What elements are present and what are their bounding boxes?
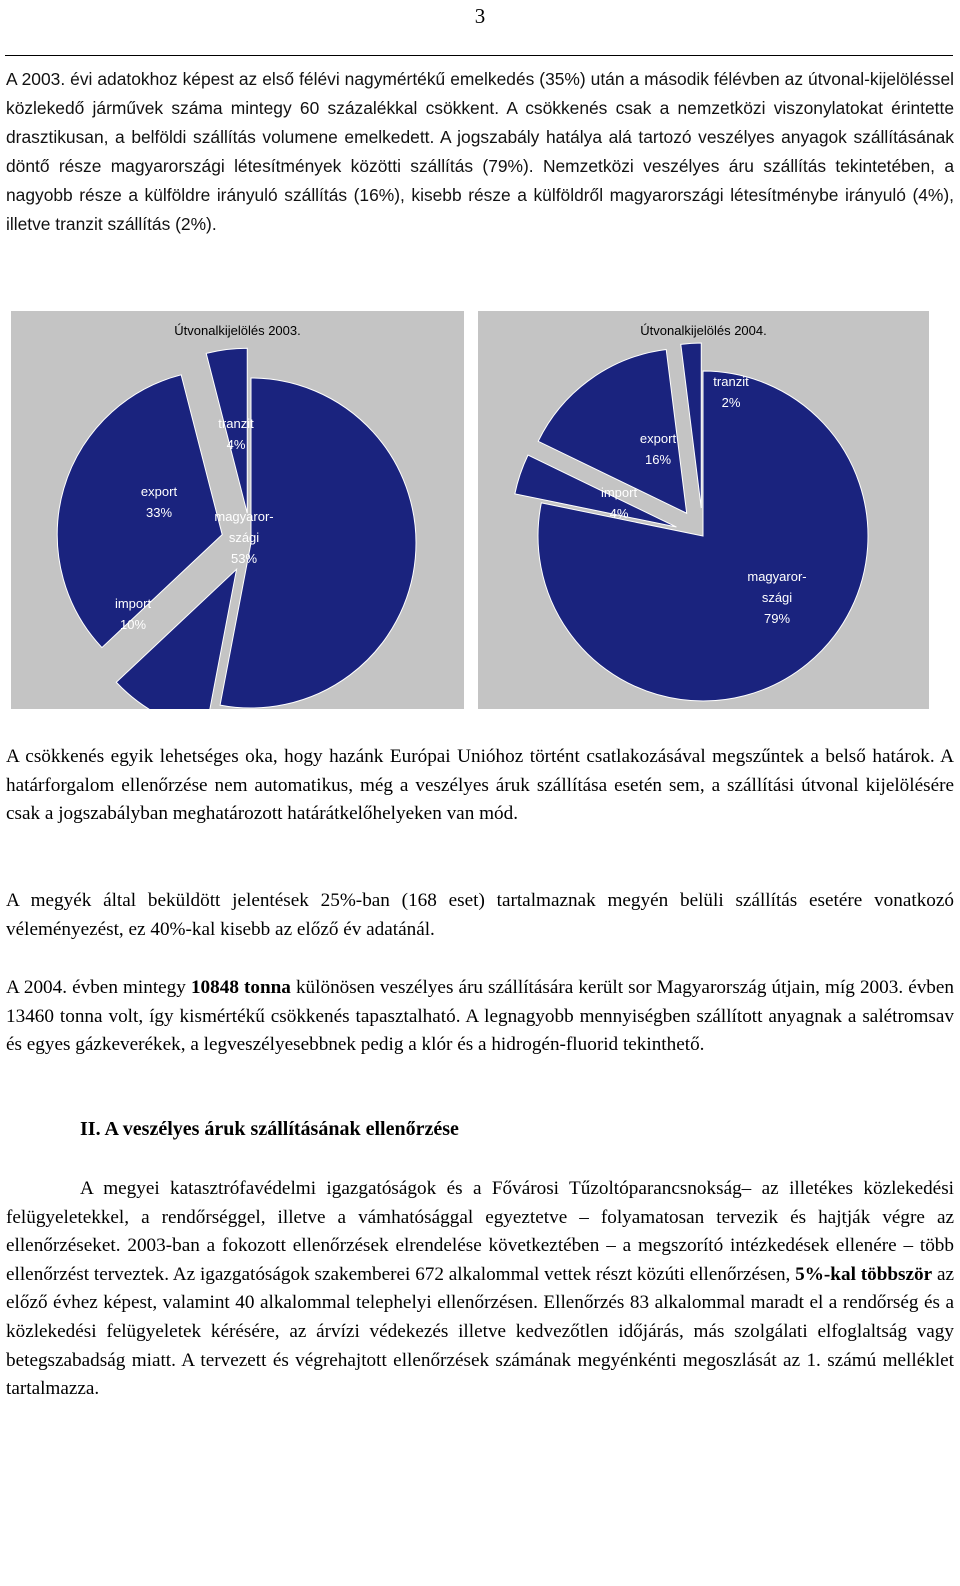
page-number: 3 xyxy=(474,4,486,28)
paragraph-4-text-b: különösen veszélyes áru szállítására került sor Magyarország útjain, míg 2003. évben 13460 tonna volt, így kismértékű csökkenés tapasztalható. A legnagyobb mennyiségben szállított anyagnak a salétromsav és egyes gázkeverékek, a legveszélyesebbnek pedig a klór és a hidrogén-fluorid tekinthető. xyxy=(6,977,955,1056)
paragraph-5-text-a: A megyei katasztrófavédelmi igazgatóságok és a Fővárosi Tűzoltóparancsnokság– az illetékes közlekedési felügyeletekkel, a rendőrséggel, illetve a vámhatósággal egyeztetve – folyamatosan tervezik és hajtják végre az ellenőrzéseket. 2003-ban a fokozott ellenőrzések elrendelése következtében – a megszorító intézkedések ellenére – több ellenőrzést terveztek. Az igazgatóságok szakemberei 672 alkalommal vettek részt közúti ellenőrzésen, xyxy=(6,1178,954,1285)
paragraph-5-bold: 5%-kal többször xyxy=(795,1263,933,1285)
section-heading: II. A veszélyes áruk szállításának ellenőrzése xyxy=(80,1118,459,1140)
pie-chart-2003 xyxy=(11,311,464,709)
slice-label-magyarorszagi: magyaror-szági 53% xyxy=(214,509,274,566)
slice-label-tranzit: tranzit 2% xyxy=(713,374,749,410)
paragraph-2: A csökkenés egyik lehetséges oka, hogy hazánk Európai Unióhoz történt csatlakozásával megszűntek a belső határok. A határforgalom ellenőrzése nem automatikus, még a veszélyes áruk szállítása esetén sem, a szállítási útvonal kijelölésére csak a jogszabályban meghatározott határátkelőhelyeken van mód. xyxy=(6,746,954,825)
paragraph-4-bold: 10848 tonna xyxy=(190,977,291,998)
paragraph-4 xyxy=(6,974,954,1060)
paragraph-5 xyxy=(6,1175,954,1404)
slice-label-magyarorszagi: magyaror-szági 79% xyxy=(747,569,807,626)
paragraph-5-text-b: az előző évhez képest, valamint 40 alkalommal telephelyi ellenőrzésen. Ellenőrzés 83 alkalommal maradt el a rendőrség és a közlekedési felügyeletek kérésére, az árvízi védekezés illetve kedvezőtlen időjárás, más szolgálati elfoglaltság vagy betegszabadság miatt. A tervezett és végrehajtott ellenőrzések számának megyénkénti megoszlását az 1. számú melléklet tartalmazza. xyxy=(6,1263,954,1400)
header-rule xyxy=(5,55,953,56)
intro-paragraph: A 2003. évi adatokhoz képest az első félévi nagymértékű emelkedés (35%) után a második félévben az útvonal-kijelöléssel közlekedő járművek száma mintegy 60 százalékkal csökkent. A csökkenés csak a nemzetközi viszonylatokat érintette drasztikusan, a belföldi szállítás volumene emelkedett. A jogszabály hatálya alá tartozó veszélyes anyagok szállításának döntő része magyarországi létesítmények közötti szállítás (79%). Nemzetközi veszélyes áru szállítás tekintetében, a nagyobb része a külföldre irányuló szállítás (16%), kisebb része a külföldről magyarországi létesítménybe irányuló (4%), illetve tranzit szállítás (2%). xyxy=(6,69,954,234)
slice-label-tranzit: tranzit 4% xyxy=(218,416,254,452)
chart-title: Útvonalkijelölés 2003. xyxy=(174,323,301,338)
slice-label-import: import 4% xyxy=(600,485,638,521)
charts-area xyxy=(10,310,955,715)
pie-slice-tranzit xyxy=(681,343,701,508)
chart-title: Útvonalkijelölés 2004. xyxy=(640,323,767,338)
pie-chart-2003-panel xyxy=(10,310,465,710)
pie-chart-2004-panel xyxy=(477,310,930,710)
slice-label-export: export 33% xyxy=(140,484,178,520)
slice-label-export: export 16% xyxy=(639,431,677,467)
slice-label-import: import 10% xyxy=(114,596,152,632)
paragraph-3: A megyék által beküldött jelentések 25%-ban (168 eset) tartalmaznak megyén belüli szállítás esetére vonatkozó véleményezést, ez 40%-kal kisebb az előző év adatánál. xyxy=(6,890,954,940)
pie-chart-2004 xyxy=(478,311,929,709)
paragraph-4-text-a: A 2004. évben mintegy xyxy=(6,977,191,998)
